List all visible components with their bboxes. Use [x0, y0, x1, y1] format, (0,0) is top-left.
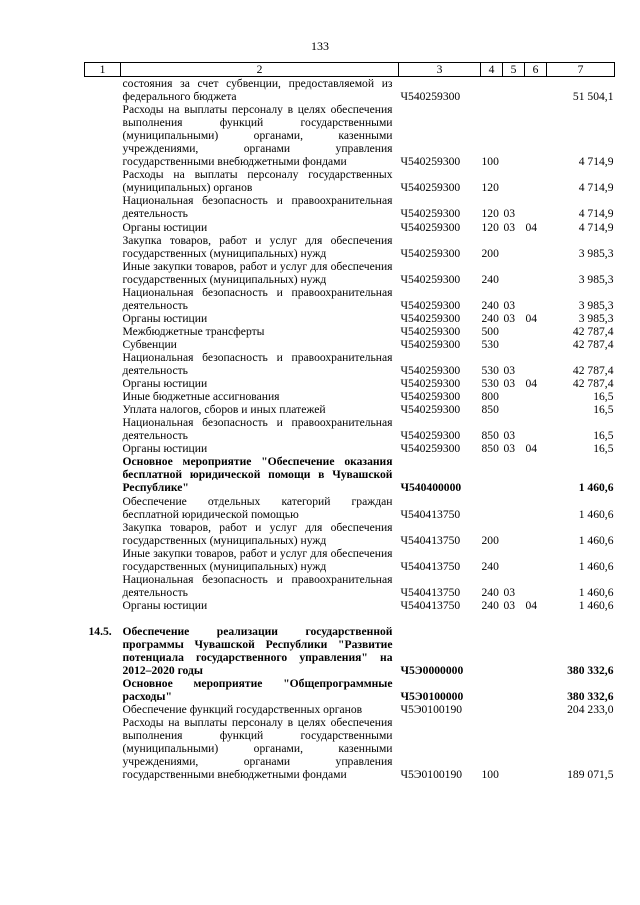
expense-name-cell: Национальная безопасность и правоохранительная деятельность: [122, 572, 393, 599]
table-row: [85, 716, 615, 781]
expense-type-code-cell: 120: [481, 220, 499, 234]
table-row: [85, 390, 615, 403]
table-row: [85, 338, 615, 351]
subsection-code-cell: [525, 351, 547, 377]
amount-cell: 204 233,0: [567, 703, 614, 717]
expense-name-cell: Национальная безопасность и правоохранительная деятельность: [122, 285, 393, 312]
subsection-code-cell: [525, 338, 547, 351]
amount-cell: 16,5: [593, 429, 614, 443]
expense-name-cell: Закупка товаров, работ и услуг для обеспечения государственных (муниципальных) нужд: [122, 520, 393, 547]
row-number-cell: [85, 312, 121, 325]
spacer-row: [85, 612, 615, 625]
subsection-code-cell: 04: [525, 220, 538, 234]
expense-name-cell: Обеспечение отдельных категорий граждан бесплатной юридической помощью: [122, 494, 393, 521]
subsection-code-cell: 04: [525, 598, 538, 612]
amount-cell: 3 985,3: [578, 272, 614, 286]
row-number-cell: [85, 547, 121, 573]
row-number-cell: [85, 260, 121, 286]
expense-name-cell: Иные закупки товаров, работ и услуг для обеспечения государственных (муниципальных) нужд: [122, 546, 393, 573]
amount-cell: 42 787,4: [572, 364, 614, 378]
amount-cell: 1 460,6: [578, 481, 614, 495]
subsection-code-cell: [525, 260, 547, 286]
expense-type-code-cell: 120: [481, 181, 499, 195]
expense-type-code-cell: [481, 495, 503, 521]
header-col-3: 3: [399, 63, 481, 77]
expense-type-code-cell: 500: [481, 324, 499, 338]
expense-name-cell: Органы юстиции: [122, 442, 208, 456]
target-article-code-cell: Ч540259300: [400, 324, 461, 338]
expense-name-cell: Расходы на выплаты персоналу в целях обеспечения выполнения функций государственными (муниципальными) органами, казенными учреждениями, органами управления государственными внебюджетными фондами: [122, 716, 393, 782]
amount-cell: 380 332,6: [567, 690, 614, 704]
spacer-cell: [85, 612, 615, 625]
row-number-cell: [85, 599, 121, 612]
expense-type-code-cell: [481, 703, 503, 716]
amount-cell: 4 714,9: [578, 155, 614, 169]
expense-name-cell: состояния за счет субвенции, предоставляемой из федерального бюджета: [122, 77, 393, 104]
subsection-code-cell: [525, 677, 547, 703]
expense-type-code-cell: 240: [481, 298, 499, 312]
amount-cell: 1 460,6: [578, 559, 614, 573]
expense-type-code-cell: 240: [481, 598, 499, 612]
page-number: 133: [311, 39, 329, 53]
section-code-cell: 03: [503, 311, 516, 325]
header-col-5: 5: [503, 63, 525, 77]
row-number-cell: [85, 677, 121, 703]
expense-type-code-cell: 100: [481, 155, 499, 169]
target-article-code-cell: Ч540259300: [400, 207, 461, 221]
table-row: [85, 377, 615, 390]
target-article-code-cell: Ч540259300: [400, 311, 461, 325]
header-row: [85, 63, 615, 77]
row-number-cell: [85, 234, 121, 260]
subsection-code-cell: [525, 547, 547, 573]
expense-type-code-cell: 120: [481, 207, 499, 221]
section-code-cell: [503, 625, 525, 677]
header-col-2: 2: [121, 63, 399, 77]
section-code-cell: [503, 703, 525, 716]
section-code-cell: [503, 495, 525, 521]
section-code-cell: 03: [503, 429, 516, 443]
target-article-code-cell: Ч540259300: [400, 364, 461, 378]
row-number-cell: [85, 390, 121, 403]
expense-type-code-cell: [481, 677, 503, 703]
amount-cell: 42 787,4: [572, 377, 614, 391]
row-number-cell: [85, 77, 121, 104]
expense-name-cell: Органы юстиции: [122, 220, 208, 234]
subsection-code-cell: [525, 573, 547, 599]
amount-cell: 3 985,3: [578, 246, 614, 260]
target-article-code-cell: Ч540259300: [400, 442, 461, 456]
expense-name-cell: Основное мероприятие "Обеспечение оказания бесплатной юридической помощи в Чувашской Республике": [122, 455, 393, 495]
subsection-code-cell: [525, 194, 547, 220]
expense-type-code-cell: 850: [481, 403, 499, 417]
expense-name-cell: Обеспечение функций государственных органов: [122, 703, 363, 717]
amount-cell: 3 985,3: [578, 298, 614, 312]
expense-type-code-cell: 850: [481, 429, 499, 443]
expense-name-cell: Расходы на выплаты персоналу в целях обеспечения выполнения функций государственными (муниципальными) органами, казенными учреждениями, органами управления государственными внебюджетными фондами: [122, 103, 393, 169]
row-number-cell: [85, 455, 121, 494]
subsection-code-cell: [525, 77, 547, 104]
header-col-7: 7: [547, 63, 615, 77]
subsection-code-cell: [525, 286, 547, 312]
table-row: [85, 77, 615, 104]
row-number-cell: [85, 194, 121, 220]
expense-name-cell: Уплата налогов, сборов и иных платежей: [122, 403, 326, 417]
table-row: [85, 103, 615, 168]
section-code-cell: 03: [503, 220, 516, 234]
row-number-cell: [85, 442, 121, 455]
table-header: [85, 63, 615, 77]
table-row: [85, 416, 615, 442]
target-article-code-cell: Ч540413750: [400, 585, 461, 599]
row-number-cell: [85, 716, 121, 781]
subsection-code-cell: [525, 103, 547, 168]
table-row: [85, 351, 615, 377]
section-code-cell: 03: [503, 377, 516, 391]
amount-cell: 16,5: [593, 390, 614, 404]
row-number-cell: [85, 573, 121, 599]
target-article-code-cell: Ч5Э0100000: [400, 690, 464, 704]
row-number-cell: [85, 338, 121, 351]
target-article-code-cell: Ч540400000: [400, 481, 462, 495]
expense-name-cell: Иные закупки товаров, работ и услуг для обеспечения государственных (муниципальных) нужд: [122, 259, 393, 286]
section-code-cell: [503, 338, 525, 351]
table-row: [85, 625, 615, 677]
amount-cell: 4 714,9: [578, 220, 614, 234]
expense-type-code-cell: 240: [481, 311, 499, 325]
section-code-cell: [503, 716, 525, 781]
table-row: [85, 455, 615, 494]
amount-cell: 189 071,5: [567, 768, 614, 782]
amount-cell: 1 460,6: [578, 533, 614, 547]
target-article-code-cell: Ч540259300: [400, 337, 461, 351]
amount-cell: 42 787,4: [572, 324, 614, 338]
target-article-code-cell: Ч540413750: [400, 533, 461, 547]
target-article-code-cell: Ч540413750: [400, 598, 461, 612]
section-code-cell: 03: [503, 207, 516, 221]
table-row: [85, 168, 615, 194]
section-code-cell: [503, 77, 525, 104]
expense-type-code-cell: 100: [481, 768, 499, 782]
row-number-cell: 14.5.: [88, 624, 112, 638]
row-number-cell: [85, 377, 121, 390]
amount-cell: 4 714,9: [578, 181, 614, 195]
table-row: [85, 221, 615, 234]
expense-type-code-cell: [481, 77, 503, 104]
expense-type-code-cell: 530: [481, 337, 499, 351]
row-number-cell: [85, 403, 121, 416]
amount-cell: 4 714,9: [578, 207, 614, 221]
subsection-code-cell: [525, 495, 547, 521]
row-number-cell: [85, 351, 121, 377]
expense-name-cell: Субвенции: [122, 337, 177, 351]
table-row: [85, 495, 615, 521]
expense-type-code-cell: 530: [481, 377, 499, 391]
section-code-cell: 03: [503, 598, 516, 612]
target-article-code-cell: Ч5Э0000000: [400, 664, 464, 678]
expense-name-cell: Национальная безопасность и правоохранительная деятельность: [122, 416, 393, 443]
amount-cell: 16,5: [593, 442, 614, 456]
table-row: [85, 677, 615, 703]
amount-cell: 42 787,4: [572, 337, 614, 351]
subsection-code-cell: [525, 325, 547, 338]
section-code-cell: [503, 455, 525, 494]
target-article-code-cell: Ч540413750: [400, 507, 461, 521]
expense-name-cell: Закупка товаров, работ и услуг для обеспечения государственных (муниципальных) нужд: [122, 233, 393, 260]
table-body: [85, 77, 615, 782]
amount-cell: 51 504,1: [572, 90, 614, 104]
target-article-code-cell: Ч540259300: [400, 181, 461, 195]
subsection-code-cell: [525, 703, 547, 716]
section-code-cell: [503, 103, 525, 168]
section-code-cell: [503, 677, 525, 703]
expense-name-cell: Национальная безопасность и правоохранительная деятельность: [122, 350, 393, 378]
subsection-code-cell: 04: [525, 442, 538, 456]
subsection-code-cell: [525, 521, 547, 547]
target-article-code-cell: Ч540259300: [400, 155, 461, 169]
subsection-code-cell: [525, 403, 547, 416]
section-code-cell: [503, 234, 525, 260]
target-article-code-cell: Ч5Э0100190: [400, 703, 463, 717]
row-number-cell: [85, 416, 121, 442]
subsection-code-cell: 04: [525, 311, 538, 325]
subsection-code-cell: [525, 234, 547, 260]
target-article-code-cell: Ч540259300: [400, 403, 461, 417]
section-code-cell: [503, 403, 525, 416]
table-row: [85, 312, 615, 325]
subsection-code-cell: [525, 168, 547, 194]
expense-type-code-cell: 240: [481, 559, 499, 573]
expense-name-cell: Обеспечение реализации государственной программы Чувашской Республики "Развитие потенциала государственного управления" на 2012–2020 годы: [122, 624, 393, 678]
target-article-code-cell: Ч540259300: [400, 298, 461, 312]
expense-name-cell: Иные бюджетные ассигнования: [122, 390, 280, 404]
row-number-cell: [85, 703, 121, 716]
table-row: [85, 703, 615, 716]
expense-name-cell: Национальная безопасность и правоохранительная деятельность: [122, 194, 393, 221]
section-code-cell: [503, 521, 525, 547]
header-col-4: 4: [481, 63, 503, 77]
row-number-cell: [85, 286, 121, 312]
table-row: [85, 234, 615, 260]
expense-name-cell: Органы юстиции: [122, 377, 208, 391]
budget-table: [84, 62, 615, 781]
target-article-code-cell: Ч540259300: [400, 377, 461, 391]
table-row: [85, 260, 615, 286]
table-row: [85, 547, 615, 573]
target-article-code-cell: Ч540259300: [400, 429, 461, 443]
table-row: [85, 325, 615, 338]
expense-type-code-cell: [481, 625, 503, 677]
expense-type-code-cell: 850: [481, 442, 499, 456]
section-code-cell: [503, 168, 525, 194]
table-row: [85, 573, 615, 599]
row-number-cell: [85, 495, 121, 521]
target-article-code-cell: Ч540259300: [400, 272, 461, 286]
expense-name-cell: Основное мероприятие "Общепрограммные расходы": [122, 677, 393, 704]
row-number-cell: [85, 168, 121, 194]
target-article-code-cell: Ч5Э0100190: [400, 768, 463, 782]
subsection-code-cell: [525, 390, 547, 403]
amount-cell: 16,5: [593, 403, 614, 417]
expense-type-code-cell: 200: [481, 246, 499, 260]
table-row: [85, 194, 615, 220]
header-col-6: 6: [525, 63, 547, 77]
subsection-code-cell: 04: [525, 377, 538, 391]
table-row: [85, 442, 615, 455]
expense-name-cell: Расходы на выплаты персоналу государственных (муниципальных) органов: [122, 168, 393, 195]
subsection-code-cell: [525, 416, 547, 442]
subsection-code-cell: [525, 625, 547, 677]
table-row: [85, 521, 615, 547]
header-col-1: 1: [85, 63, 121, 77]
section-code-cell: [503, 547, 525, 573]
amount-cell: 3 985,3: [578, 311, 614, 325]
expense-type-code-cell: 240: [481, 272, 499, 286]
section-code-cell: 03: [503, 298, 516, 312]
target-article-code-cell: Ч540413750: [400, 559, 461, 573]
section-code-cell: [503, 390, 525, 403]
section-code-cell: 03: [503, 442, 516, 456]
amount-cell: 1 460,6: [578, 585, 614, 599]
expense-type-code-cell: 240: [481, 585, 499, 599]
amount-cell: 1 460,6: [578, 598, 614, 612]
row-number-cell: [85, 103, 121, 168]
table-row: [85, 286, 615, 312]
table-row: [85, 403, 615, 416]
amount-cell: 1 460,6: [578, 507, 614, 521]
subsection-code-cell: [525, 455, 547, 494]
expense-type-code-cell: [481, 455, 503, 494]
section-code-cell: [503, 260, 525, 286]
table-row: [85, 599, 615, 612]
expense-type-code-cell: 530: [481, 364, 499, 378]
section-code-cell: [503, 325, 525, 338]
target-article-code-cell: Ч540259300: [400, 90, 461, 104]
expense-name-cell: Органы юстиции: [122, 311, 208, 325]
row-number-cell: [85, 221, 121, 234]
target-article-code-cell: Ч540259300: [400, 220, 461, 234]
target-article-code-cell: Ч540259300: [400, 246, 461, 260]
expense-type-code-cell: 800: [481, 390, 499, 404]
amount-cell: 380 332,6: [567, 664, 614, 678]
expense-type-code-cell: 200: [481, 533, 499, 547]
expense-name-cell: Органы юстиции: [122, 598, 208, 612]
section-code-cell: 03: [503, 364, 516, 378]
row-number-cell: [85, 325, 121, 338]
target-article-code-cell: Ч540259300: [400, 390, 461, 404]
row-number-cell: [85, 521, 121, 547]
expense-name-cell: Межбюджетные трансферты: [122, 324, 265, 338]
section-code-cell: 03: [503, 585, 516, 599]
subsection-code-cell: [525, 716, 547, 781]
